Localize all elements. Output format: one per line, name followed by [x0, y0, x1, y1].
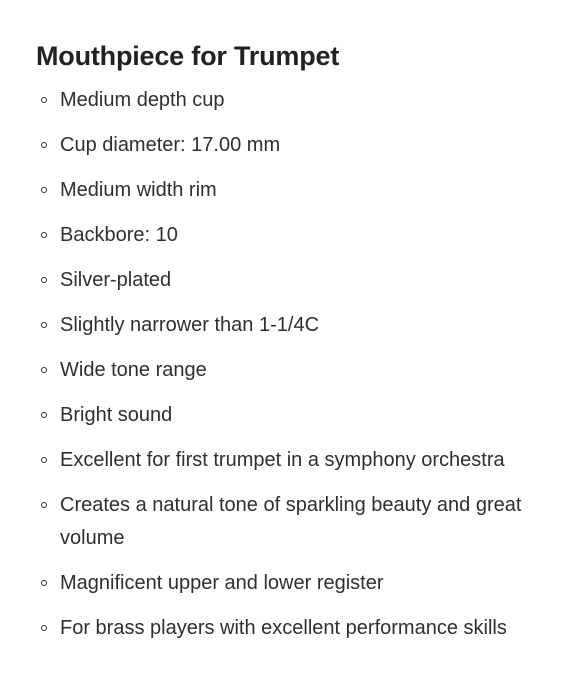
list-item-text: Slightly narrower than 1-1/4C [60, 314, 320, 336]
bullet-icon [41, 142, 47, 148]
list-item [36, 264, 576, 297]
list-item [36, 84, 576, 117]
list-item [36, 399, 576, 432]
bullet-icon [41, 412, 47, 418]
bullet-icon [41, 232, 47, 238]
product-description [36, 36, 576, 657]
list-item [36, 567, 576, 600]
bullet-icon [41, 322, 47, 328]
list-item-text: Silver-plated [60, 269, 172, 291]
list-item-text: Cup diameter: 17.00 mm [60, 134, 281, 156]
bullet-icon [41, 97, 47, 103]
bullet-icon [41, 625, 47, 631]
bullet-icon [41, 502, 47, 508]
list-item-text: Backbore: 10 [60, 224, 178, 246]
list-item [36, 612, 576, 645]
list-item-text: Excellent for first trumpet in a symphony orchestra [60, 449, 505, 471]
list-item-text: For brass players with excellent performance skills [60, 617, 507, 639]
bullet-icon [41, 580, 47, 586]
bullet-icon [41, 367, 47, 373]
list-item [36, 129, 576, 162]
page-title: Mouthpiece for Trumpet [36, 41, 340, 71]
bullet-icon [41, 277, 47, 283]
list-item-text: Creates a natural tone of sparkling beauty and great volume [60, 494, 522, 549]
list-item-text: Wide tone range [60, 359, 207, 381]
list-item-text: Bright sound [60, 404, 173, 426]
list-item [36, 354, 576, 387]
list-item [36, 444, 576, 477]
feature-list [36, 84, 576, 645]
bullet-icon [41, 187, 47, 193]
list-item [36, 489, 576, 555]
list-item-text: Medium depth cup [60, 89, 225, 111]
list-item-text: Medium width rim [60, 179, 217, 201]
list-item-text: Magnificent upper and lower register [60, 572, 384, 594]
list-item [36, 174, 576, 207]
bullet-icon [41, 457, 47, 463]
list-item [36, 219, 576, 252]
list-item [36, 309, 576, 342]
